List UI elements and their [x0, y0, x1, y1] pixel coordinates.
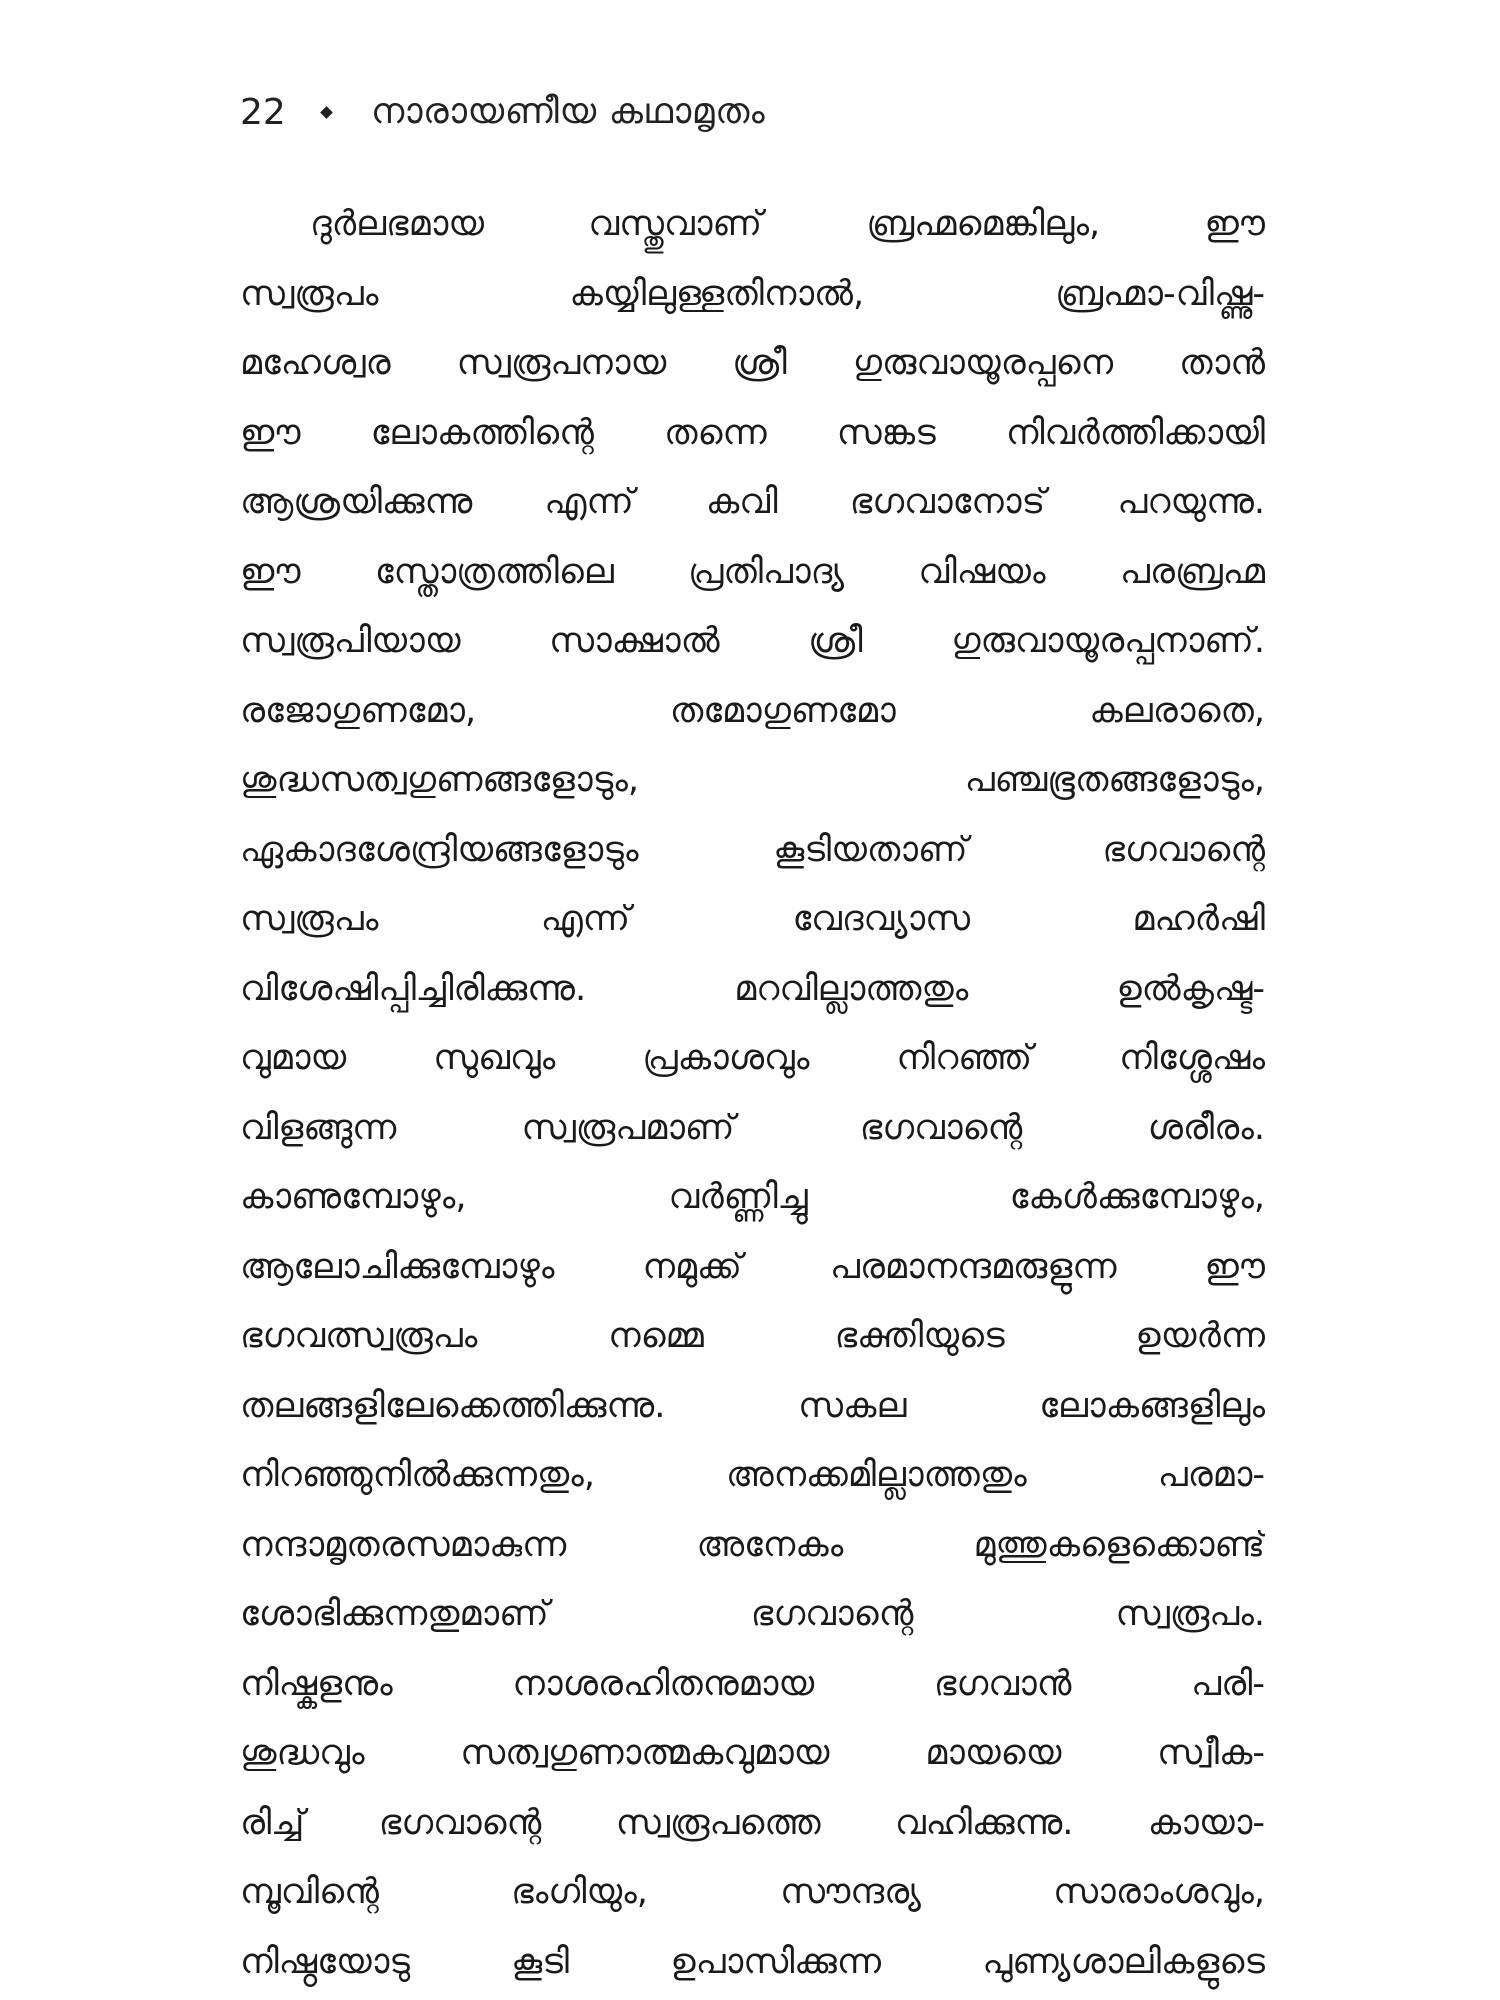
text-line: ആലോചിക്കുമ്പോഴും നമുക്ക് പരമാനന്ദമരുളുന്ന ഈ — [240, 1246, 1265, 1287]
text-line: ശോഭിക്കുന്നതുമാണ് ഭഗവാന്റെ സ്വരൂപം. — [240, 1594, 1265, 1634]
text-line: തലങ്ങളിലേക്കെത്തിക്കുന്നു. സകല ലോകങ്ങളിലും — [240, 1385, 1265, 1426]
body-text — [240, 190, 1265, 1997]
text-line: ഈ സ്തോത്രത്തിലെ പ്രതിപാദ്യ വിഷയം പരബ്രഹ്മ — [240, 551, 1265, 592]
text-line: നന്ദാമൃതരസമാകുന്ന അനേകം മുത്തുകളെക്കൊണ്ട് — [240, 1524, 1265, 1565]
text-line: സ്വരൂപം കയ്യിലുള്ളതിനാൽ, ബ്രഹ്മാ-വിഷ്ണു- — [240, 273, 1265, 314]
text-line: ഈ ലോകത്തിന്റെ തന്നെ സങ്കട നിവർത്തിക്കായി — [240, 412, 1265, 453]
text-line: വിളങ്ങുന്ന സ്വരൂപമാണ് ഭഗവാന്റെ ശരീരം. — [240, 1107, 1265, 1148]
text-line: സ്വരൂപം എന്ന് വേദവ്യാസ മഹർഷി — [240, 899, 1265, 939]
book-title: നാരായണീയ കഥാമൃതം — [370, 91, 766, 132]
page-number: 22 — [240, 91, 286, 133]
text-line: ആശ്രയിക്കുന്നു എന്ന് കവി ഭഗവാനോട് പറയുന്നു. — [240, 482, 1265, 522]
text-line: ദുർലഭമായ വസ്തുവാണ് ബ്രഹ്മമെങ്കിലും, ഈ — [310, 204, 1265, 244]
text-line: നിഷ്കളനും നാശരഹിതനുമായ ഭഗവാൻ പരി- — [240, 1663, 1265, 1704]
text-line: വുമായ സുഖവും പ്രകാശവും നിറഞ്ഞ് നിശ്ശേഷം — [240, 1038, 1265, 1078]
text-line: ശുദ്ധസത്വഗുണങ്ങളോടും, പഞ്ചഭൂതങ്ങളോടും, — [240, 760, 1265, 800]
text-line: ഏകാദശേന്ദ്രിയങ്ങളോടും കൂടിയതാണ് ഭഗവാന്റെ — [240, 829, 1265, 870]
text-line: രിച്ച് ഭഗവാന്റെ സ്വരൂപത്തെ വഹിക്കുന്നു. കായാ- — [240, 1802, 1265, 1843]
text-line: ഭഗവത്സ്വരൂപം നമ്മെ ഭക്തിയുടെ ഉയർന്ന — [240, 1316, 1265, 1356]
text-line: മ്പൂവിന്റെ ഭംഗിയും, സൗന്ദര്യ സാരാംശവും, — [240, 1872, 1265, 1912]
text-line: മഹേശ്വര സ്വരൂപനായ ശ്രീ ഗുരുവായൂരപ്പനെ താൻ — [240, 343, 1265, 383]
diamond-bullet-icon — [320, 106, 333, 119]
text-line: ശുദ്ധവും സത്വഗുണാത്മകവുമായ മായയെ സ്വീക- — [240, 1733, 1265, 1773]
text-line: നിറഞ്ഞുനിൽക്കുന്നതും, അനക്കമില്ലാത്തതും പരമാ- — [240, 1455, 1265, 1495]
text-line: നിഷ്ഠയോടു കൂടി ഉപാസിക്കുന്ന പുണ്യശാലികളുടെ — [240, 1941, 1265, 1982]
text-line: സ്വരൂപിയായ സാക്ഷാൽ ശ്രീ ഗുരുവായൂരപ്പനാണ്. — [240, 621, 1265, 661]
text-line: വിശേഷിപ്പിച്ചിരിക്കുന്നു. മറവില്ലാത്തതും ഉൽകൃഷ്ട- — [240, 968, 1265, 1009]
text-line: കാണുമ്പോഴും, വർണ്ണിച്ചു കേൾക്കുമ്പോഴും, — [240, 1177, 1265, 1217]
text-line: രജോഗുണമോ, തമോഗുണമോ കലരാതെ, — [240, 690, 1265, 731]
running-header — [240, 82, 765, 142]
